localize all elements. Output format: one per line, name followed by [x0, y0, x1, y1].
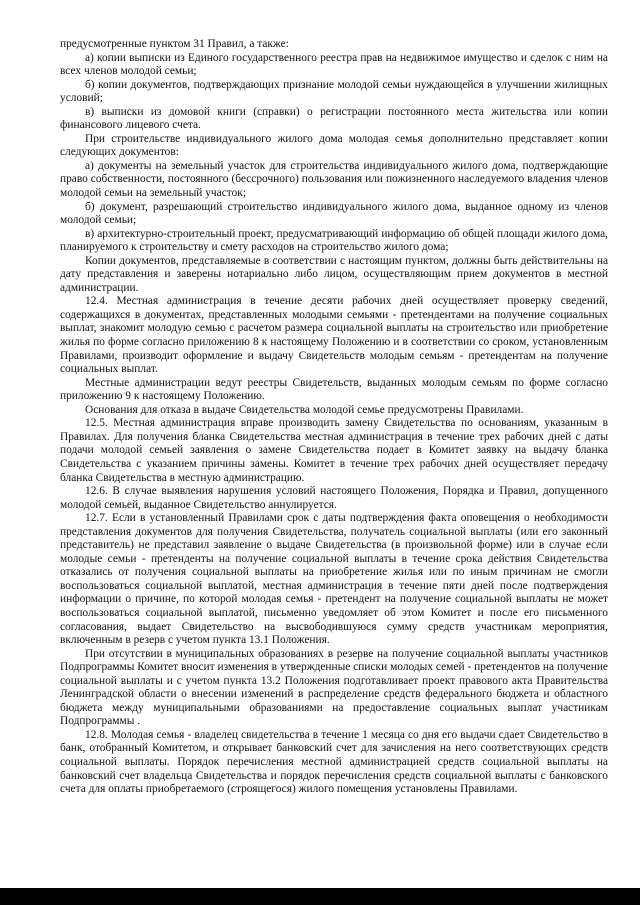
paragraph: б) копии документов, подтверждающих признание молодой семьи нуждающейся в улучшении жилищных условий;: [60, 78, 608, 105]
paragraph: в) архитектурно-строительный проект, предусматривающий информацию об общей площади жилого дома, планируемого к строительству и смету расходов на строительство жилого дома;: [60, 227, 608, 254]
paragraph: 12.7. Если в установленный Правилами срок с даты подтверждения факта оповещения о необходимости представления документов для получения Свидетельства, получатель социальной выплаты (или его законный представитель) не представил заявление о выдаче Свидетельства (в произвольной форме) или в случае если молодые семьи - претенденты на получение социальной выплаты в течение срока действия Свидетельства отказались от получения социальной выплаты на приобретение жилья или по иным причинам не смогли воспользоваться социальной выплатой, местная администрация в течение пяти дней после подтверждения информации о причине, по которой молодая семья - претендент на получение социальной выплаты не может воспользоваться социальной выплатой, письменно уведомляет об этом Комитет и после его письменного согласования, выдает Свидетельство на высвободившуюся сумму средств участникам мероприятия, включенным в резерв с учетом пункта 13.1 Положения.: [60, 512, 608, 647]
paragraph: 12.8. Молодая семья - владелец свидетельства в течение 1 месяца со дня его выдачи сдает Свидетельство в банк, отобранный Комитетом, и открывает банковский счет для зачисления на него соответствующих средств социальной выплаты. Порядок перечисления местной администрацией средств социальной выплаты на банковский счет владельца Свидетельства и порядок перечисления средств социальной выплаты с банковского счета для оплаты приобретаемого (строящегося) жилого помещения установлены Правилами.: [60, 728, 608, 796]
document-page: [60, 38, 608, 797]
paragraph: а) документы на земельный участок для строительства индивидуального жилого дома, подтверждающие право собственности, постоянного (бессрочного) пользования или пожизненного наследуемого владения членов молодой семьи на земельный участок;: [60, 159, 608, 200]
paragraph: При строительстве индивидуального жилого дома молодая семья дополнительно представляет копии следующих документов:: [60, 132, 608, 159]
scan-bottom-edge: [0, 888, 640, 905]
paragraph: а) копии выписки из Единого государственного реестра прав на недвижимое имущество и сделок с ним на всех членов молодой семьи;: [60, 51, 608, 78]
paragraph: предусмотренные пунктом 31 Правил, а также:: [60, 38, 289, 50]
paragraph: б) документ, разрешающий строительство индивидуального жилого дома, выданное одному из членов молодой семьи;: [60, 200, 608, 227]
paragraph: 12.6. В случае выявления нарушения условий настоящего Положения, Порядка и Правил, допущенного молодой семьей, выданное Свидетельство аннулируется.: [60, 485, 608, 511]
paragraph: Копии документов, представляемые в соответствии с настоящим пунктом, должны быть действительны на дату представления и заверены нотариально либо лицом, осуществляющим прием документов в местной администрации.: [60, 254, 608, 294]
paragraph: Местные администрации ведут реестры Свидетельств, выданных молодым семьям по форме согласно приложению 9 к настоящему Положению.: [60, 376, 608, 403]
paragraph: Основания для отказа в выдаче Свидетельства молодой семье предусмотрены Правилами.: [85, 403, 524, 416]
paragraph: в) выписки из домовой книги (справки) о регистрации постоянного места жительства или копии финансового лицевого счета.: [60, 105, 608, 132]
paragraph: 12.5. Местная администрация вправе производить замену Свидетельства по основаниям, указанным в Правилах. Для получения бланка Свидетельства местная администрация в течение трех рабочих дней с даты подачи молодой семьей заявления о замене Свидетельства подает в Комитет заявку на выдачу бланка Свидетельства с указанием причины замены. Комитет в течение трех рабочих дней осуществляет передачу бланка Свидетельства в местную администрацию.: [60, 417, 608, 484]
paragraph: При отсутствии в муниципальных образованиях в резерве на получение социальной выплаты участников Подпрограммы Комитет вносит изменения в утвержденные списки молодых семей - претендентов на получение социальной выплаты и с учетом пункта 13.2 Положения подготавливает проект правового акта Правительства Ленинградской области о внесении изменений в распределение средств федерального бюджета и областного бюджета между муниципальными образованиями на предоставление социальных выплат участникам Подпрограммы .: [60, 647, 608, 728]
paragraph: 12.4. Местная администрация в течение десяти рабочих дней осуществляет проверку сведений, содержащихся в документах, представленных молодыми семьями - претендентами на получение социальных выплат, знакомит молодую семью с расчетом размера социальной выплаты на строительство или приобретение жилья по форме согласно приложению 8 к настоящему Положению и в соответствии со сроком, установленным Правилами, производит оформление и выдачу Свидетельств молодым семьям - претендентам на получение социальных выплат.: [60, 295, 608, 376]
